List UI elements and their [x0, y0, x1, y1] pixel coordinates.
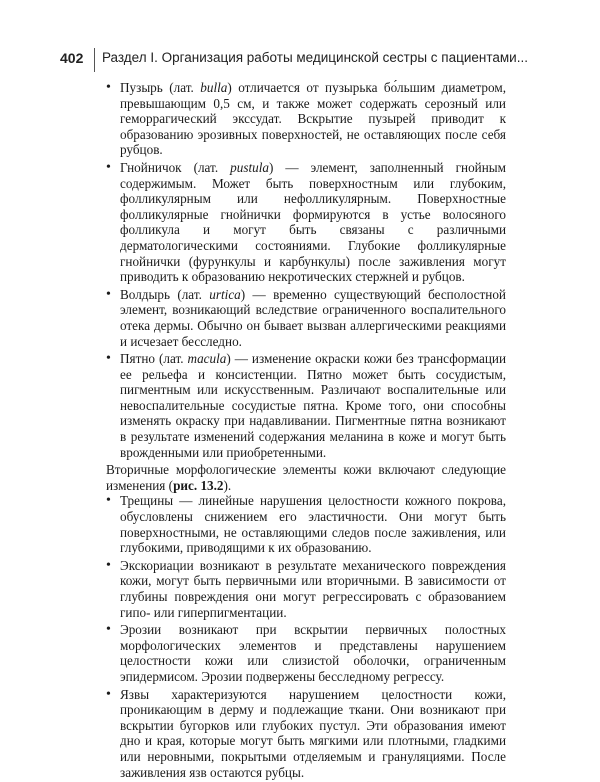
section-title: Раздел I. Организация работы медицинской сестры с пациентами... — [102, 50, 528, 65]
list-item: • Язвы характеризуются нарушением целостности кожи, проникающим в дерму и подлежащие ткани. Они возникают при вскрытии бугорков или глубоких пустул. Эти образования имеют дно и края, которые могут быть мягкими или плотными, гладкими или неровными, покрытыми отделяемым и грануляциями. После заживления язв остаются рубцы. — [106, 687, 506, 781]
list-item: • Пятно (лат. macula) — изменение окраски кожи без трансформации ее рельефа и консистенции. Пятно может быть сосудистым, пигментным или искусственным. Различают воспалительные или невоспалительные сосудистые пятна. Кроме того, они способны изменять окраску при надавливании. Пигментные пятна возникают в результате изменений содержания меланина в коже и могут быть врожденными или приобретенными. — [106, 351, 506, 460]
secondary-elements-intro: Вторичные морфологические элементы кожи включают следующие изменения (рис. 13.2). — [106, 462, 506, 493]
list-item: • Эрозии возникают при вскрытии первичных полостных морфологических элементов и представлены нарушением целостности кожи или слизистой оболочки, ограниченным эпидермисом. Эрозии подвержены бесследному регрессу. — [106, 622, 506, 684]
list-item: • Волдырь (лат. urtica) — временно существующий бесполостной элемент, возникающий вследствие ограниченного воспалительного отека дермы. Обычно он бывает вызван аллергическими реакциями и исчезает бесследно. — [106, 287, 506, 349]
page-number: 402 — [60, 50, 84, 66]
figure-reference: рис. 13.2 — [173, 477, 224, 493]
list-item: • Гнойничок (лат. pustula) — элемент, заполненный гнойным содержимым. Может быть поверхностным или глубоким, фолликулярным или нефолликулярным. Поверхностные фолликулярные гнойнички формируются в устье волосяного фолликула и могут быть связаны с различными дерматологическими состояниями. Глубокие фолликулярные гнойнички (фурункулы и карбункулы) после заживления могут приводить к образованию некротических стержней и рубцов. — [106, 160, 506, 285]
secondary-elements-list — [106, 493, 506, 780]
header-divider — [94, 48, 95, 72]
list-item: • Пузырь (лат. bulla) отличается от пузырька бо́льшим диаметром, превышающим 0,5 см, и также может содержать серозный или геморрагический экссудат. Вскрытие пузырей приводит к образованию эрозивных поверхностей, не оставляющих после себя рубцов. — [106, 80, 506, 158]
page-header — [60, 48, 540, 70]
list-item: • Экскориации возникают в результате механического повреждения кожи, могут быть первичными или вторичными. В зависимости от глубины повреждения они могут регрессировать с образованием гипо- или гиперпигментации. — [106, 558, 506, 620]
page-body — [106, 80, 506, 782]
primary-elements-list — [106, 80, 506, 460]
list-item: • Трещины — линейные нарушения целостности кожного покрова, обусловлены снижением его эластичности. Они могут быть поверхностными, не оставляющими следов после заживления, или глубокими, приводящими к их образованию. — [106, 493, 506, 555]
